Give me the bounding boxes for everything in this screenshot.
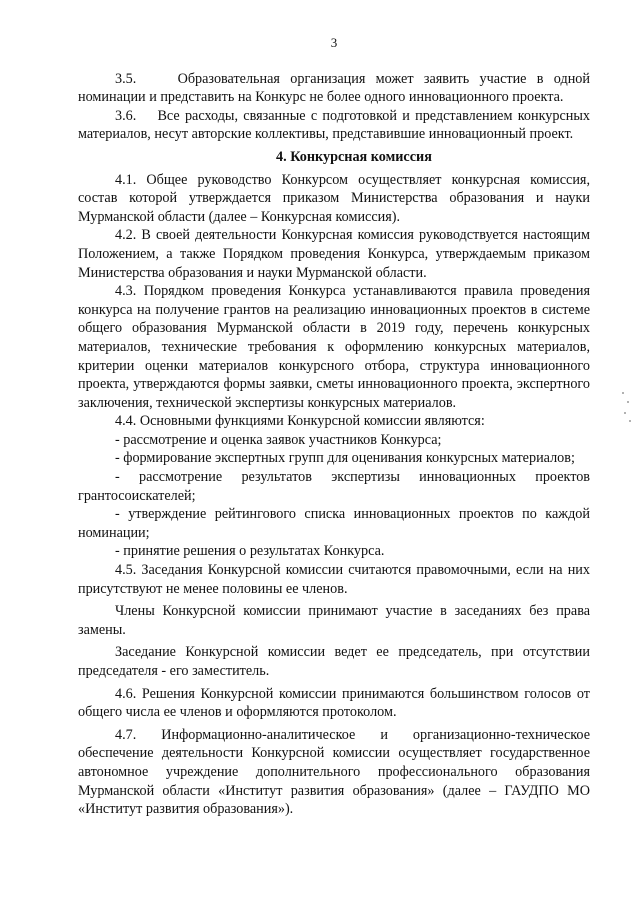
paragraph-4-3: 4.3. Порядком проведения Конкурса устанавливаются правила проведения конкурса на получение грантов на реализацию инновационных проектов в системе общего образования Мурманской области в 2019 году, перечень конкурсных материалов, технические требования к оформлению конкурсных материалов, критерии оценки материалов конкурсного отбора, структура инновационного проекта, утверждаются формы заявки, сметы инновационного проекта, экспертного заключения, технической экспертизы конкурсных материалов. [78,283,590,411]
section-heading: 4. Конкурсная комиссия [276,148,432,165]
paragraph-3-6: 3.6. Все расходы, связанные с подготовкой и представлением конкурсных материалов, несут авторские коллективы, представившие инновационный проект. [78,107,590,143]
scan-speck [622,392,624,394]
paragraph-4-5: 4.5. Заседания Конкурсной комиссии считаются правомочными, если на них присутствуют не менее половины ее членов. [78,562,590,597]
scan-speck [629,420,631,422]
list-item: - формирование экспертных групп для оценивания конкурсных материалов; [115,450,575,467]
paragraph-4-2: 4.2. В своей деятельности Конкурсная комиссия руководствуется настоящим Положением, а также Порядком проведения Конкурса, утверждаемым приказом Министерства образования и науки Мурманской области. [78,227,590,281]
paragraph-4-7: 4.7. Информационно-аналитическое и организационно-техническое обеспечение деятельности Конкурсной комиссии осуществляет государственное автономное учреждение дополнительного профессионального образования Мурманской области «Институт развития образования» (далее – ГАУДПО МО «Институт развития образования»). [78,726,590,818]
list-item: - принятие решения о результатах Конкурса. [115,543,385,560]
paragraph-members: Члены Конкурсной комиссии принимают участие в заседаниях без права замены. [78,603,590,638]
list-item: - рассмотрение результатов экспертизы инновационных проектов грантосоискателей; [78,469,590,504]
paragraph-3-5: 3.5. Образовательная организация может заявить участие в одной номинации и представить на Конкурс не более одного инновационного проекта. [78,70,590,106]
list-item: - утверждение рейтингового списка инновационных проектов по каждой номинации; [78,506,590,541]
page-number: 3 [330,35,338,50]
paragraph-4-4: 4.4. Основными функциями Конкурсной комиссии являются: [115,413,485,430]
paragraph-chair: Заседание Конкурсной комиссии ведет ее председатель, при отсутствии председателя - его заместитель. [78,644,590,679]
scan-speck [627,401,629,403]
paragraph-4-6: 4.6. Решения Конкурсной комиссии принимаются большинством голосов от общего числа ее членов и оформляются протоколом. [78,685,590,721]
paragraph-4-1: 4.1. Общее руководство Конкурсом осуществляет конкурсная комиссия, состав которой утверждается приказом Министерства образования и науки Мурманской области (далее – Конкурсная комиссия). [78,171,590,225]
list-item: - рассмотрение и оценка заявок участников Конкурса; [115,431,442,448]
scan-speck [624,412,626,414]
